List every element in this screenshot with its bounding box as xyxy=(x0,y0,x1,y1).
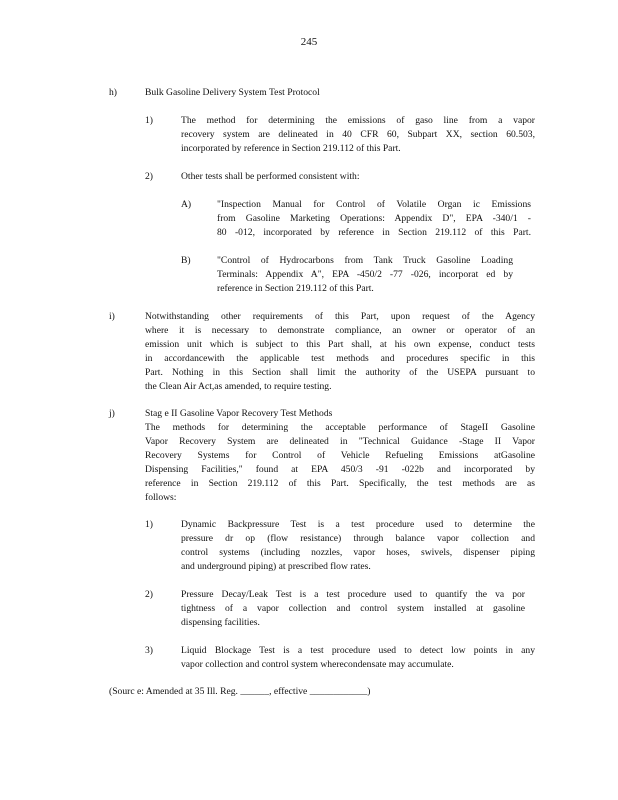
text-line: Pressure Decay/Leak Test is a test procedure used to quantify the va por xyxy=(181,589,525,600)
section-h-sub-a-text xyxy=(217,198,531,240)
text-line: 80 -012, incorporated by reference in Section 219.112 of this Part. xyxy=(217,227,531,238)
text-line: tightness of a vapor collection and control system installed at gasoline xyxy=(181,603,525,614)
text-line: Part. Nothing in this Section shall limit the authority of the USEPA pursuant to xyxy=(145,367,535,378)
text-line: Recovery Systems for Control of Vehicle Refueling Emissions atGasoline xyxy=(145,450,535,461)
section-h-item2-label: 2) xyxy=(145,171,153,182)
text-line: vapor collection and control system wherecondensate may accumulate. xyxy=(181,659,454,670)
text-line: Vapor Recovery System are delineated in "Technical Guidance -Stage II Vapor xyxy=(145,436,535,447)
section-h-sub-b-text xyxy=(217,254,513,296)
text-line: reference in Section 219.112 of this Part. Specifically, the test methods are as xyxy=(145,478,535,489)
section-i-text xyxy=(145,310,535,394)
section-h-heading: Bulk Gasoline Delivery System Test Protocol xyxy=(145,87,320,98)
text-line: recovery system are delineated in 40 CFR 60, Subpart XX, section 60.503, xyxy=(181,129,535,140)
text-line: The method for determining the emissions of gaso line from a vapor xyxy=(181,115,535,126)
section-j-item3-label: 3) xyxy=(145,645,153,656)
section-h-sub-a-label: A) xyxy=(181,199,192,210)
text-line: Dispensing Facilities," found at EPA 450/3 -91 -022b and incorporated by xyxy=(145,464,535,475)
section-i-label: i) xyxy=(109,311,115,322)
source-note: (Sourc e: Amended at 35 Ill. Reg. ______, effective ____________) xyxy=(109,686,371,697)
page-number: 245 xyxy=(300,36,318,48)
text-line: the Clean Air Act,as amended, to require testing. xyxy=(145,381,332,392)
text-line: control systems (including nozzles, vapor hoses, swivels, dispenser piping xyxy=(181,547,535,558)
text-line: where it is necessary to demonstrate compliance, an owner or operator of an xyxy=(145,325,535,336)
text-line: from Gasoline Marketing Operations: Appendix D", EPA -340/1 - xyxy=(217,213,531,224)
section-h-label: h) xyxy=(109,87,117,98)
text-line: dispensing facilities. xyxy=(181,617,260,628)
text-line: The methods for determining the acceptable performance of StageII Gasoline xyxy=(145,422,535,433)
section-j-heading: Stag e II Gasoline Vapor Recovery Test Methods xyxy=(145,408,333,419)
text-line: reference in Section 219.112 of this Part. xyxy=(217,283,374,294)
text-line: pressure dr op (flow resistance) through balance vapor collection and xyxy=(181,533,535,544)
text-line: in accordancewith the applicable test methods and procedures specific in this xyxy=(145,353,535,364)
section-h-item1-label: 1) xyxy=(145,115,153,126)
text-line: Liquid Blockage Test is a test procedure used to detect low points in any xyxy=(181,645,535,656)
text-line: incorporated by reference in Section 219.112 of this Part. xyxy=(181,143,401,154)
text-line: Terminals: Appendix A", EPA -450/2 -77 -026, incorporat ed by xyxy=(217,269,513,280)
section-h-item1-text xyxy=(181,114,535,156)
text-line: Notwithstanding other requirements of this Part, upon request of the Agency xyxy=(145,311,535,322)
section-j-item3-text xyxy=(181,644,535,672)
section-h-item2-text: Other tests shall be performed consistent with: xyxy=(181,171,360,182)
text-line: "Control of Hydrocarbons from Tank Truck Gasoline Loading xyxy=(217,255,513,266)
text-line: follows: xyxy=(145,492,177,503)
section-j-label: j) xyxy=(109,408,115,419)
section-j-text xyxy=(145,421,535,505)
text-line: emission unit which is subject to this Part shall, at his own expense, conduct tests xyxy=(145,339,535,350)
section-j-item2-label: 2) xyxy=(145,589,153,600)
text-line: and underground piping) at prescribed flow rates. xyxy=(181,561,371,572)
section-j-item2-text xyxy=(181,588,525,630)
text-line: Dynamic Backpressure Test is a test procedure used to determine the xyxy=(181,519,535,530)
section-j-item1-text xyxy=(181,518,535,574)
section-h-sub-b-label: B) xyxy=(181,255,191,266)
section-j-item1-label: 1) xyxy=(145,519,153,530)
text-line: "Inspection Manual for Control of Volatile Organ ic Emissions xyxy=(217,199,531,210)
